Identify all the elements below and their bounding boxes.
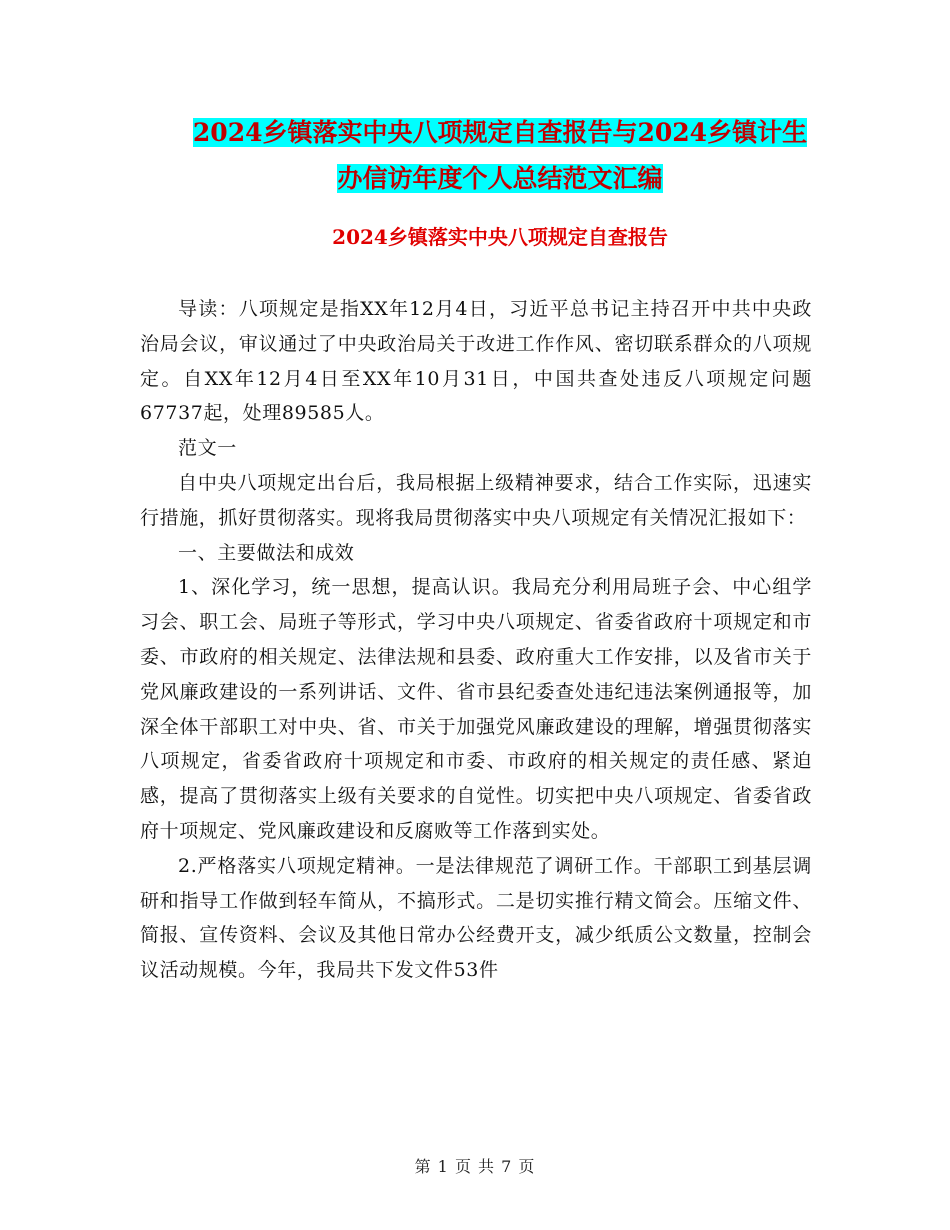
document-title-line-2: 办信访年度个人总结范文汇编 — [337, 164, 663, 193]
paragraph-sample-label: 范文一 — [178, 437, 237, 460]
paragraph-heading-main-practices: 一、主要做法和成效 — [178, 541, 355, 564]
page-footer: 第 1 页 共 7 页 — [414, 1157, 536, 1176]
section-title: 2024乡镇落实中央八项规定自查报告 — [332, 225, 668, 249]
document-body — [140, 292, 812, 988]
document-title — [140, 110, 860, 202]
paragraph-opening: 自中央八项规定出台后，我局根据上级精神要求，结合工作实际，迅速实行措施，抓好贯彻落实。现将我局贯彻落实中央八项规定有关情况汇报如下： — [140, 471, 812, 529]
paragraph-item-1: 1、深化学习，统一思想，提高认识。我局充分利用局班子会、中心组学习会、职工会、局班子等形式，学习中央八项规定、省委省政府十项规定和市委、市政府的相关规定、法律法规和县委、政府重大工作安排，以及省市关于党风廉政建设的一系列讲话、文件、省市县纪委查处违纪违法案例通报等，加深全体干部职工对中央、省、市关于加强党风廉政建设的理解，增强贯彻落实八项规定，省委省政府十项规定和市委、市政府的相关规定的责任感、紧迫感，提高了贯彻落实上级有关要求的自觉性。切实把中央八项规定、省委省政府十项规定、党风廉政建设和反腐败等工作落到实处。 — [140, 576, 812, 842]
document-title-line-1: 2024乡镇落实中央八项规定自查报告与2024乡镇计生 — [192, 118, 808, 147]
paragraph-intro: 导读：八项规定是指XX年12月4日，习近平总书记主持召开中共中央政治局会议，审议通过了中央政治局关于改进工作作风、密切联系群众的八项规定。自XX年12月4日至XX年10月31日，中国共查处违反八项规定问题67737起，处理89585人。 — [140, 298, 812, 425]
paragraph-item-2: 2.严格落实八项规定精神。一是法律规范了调研工作。干部职工到基层调研和指导工作做到轻车简从，不搞形式。二是切实推行精文简会。压缩文件、简报、宣传资料、会议及其他日常办公经费开支，减少纸质公文数量，控制会议活动规模。今年，我局共下发文件53件 — [140, 854, 812, 982]
